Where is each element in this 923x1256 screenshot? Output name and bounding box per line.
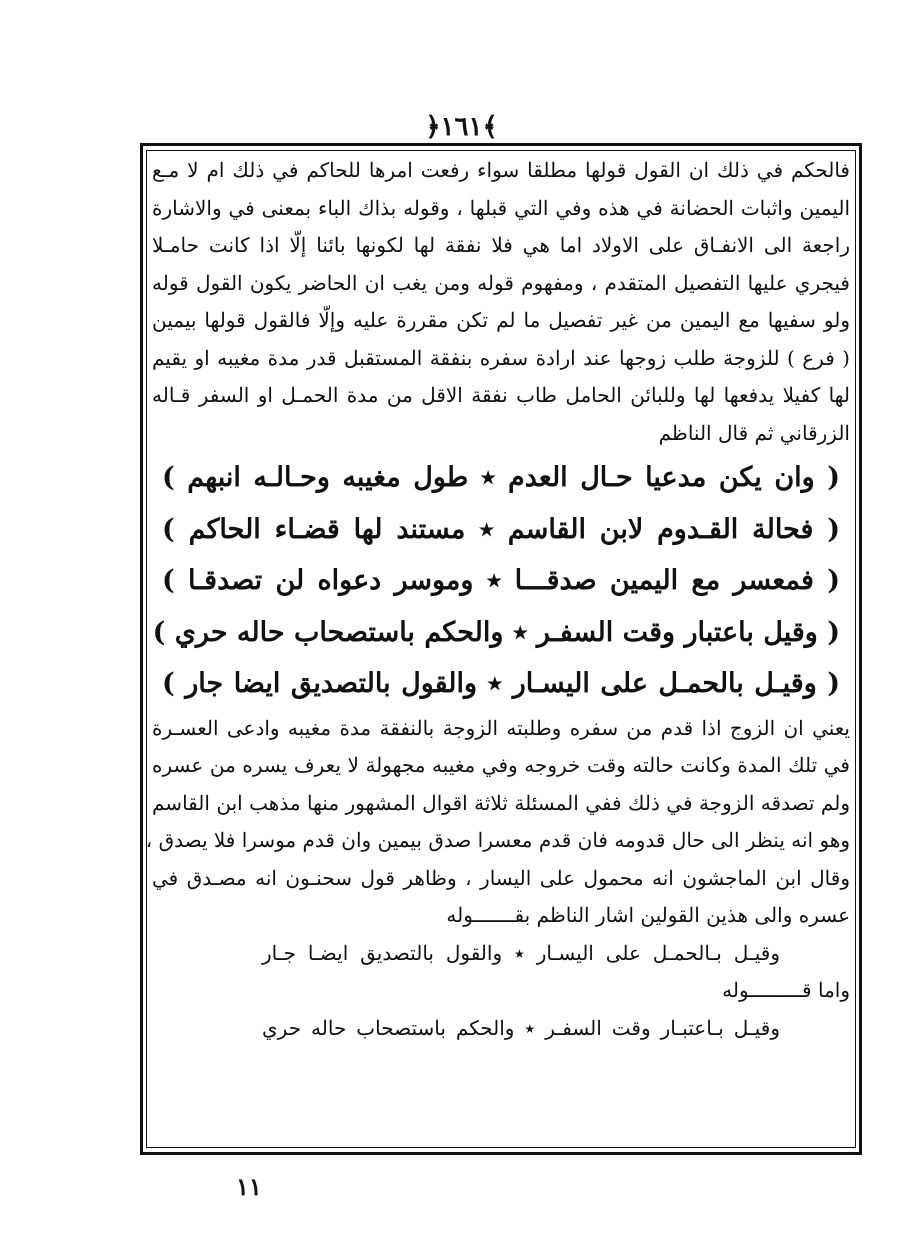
page-number: ﴿١٦١﴾ (425, 112, 498, 142)
body-line: فيجري عليها التفصيل المتقدم ، ومفهوم قوله ومن يغب ان الحاضر يكون القول قوله (152, 270, 850, 295)
page-text-block (145, 152, 850, 1047)
transition-line: واما قـــــــــوله (722, 978, 850, 1002)
poem-verse: ( فمعسر مع اليمين صدقـــا ٭ وموسر دعواه لن تصدقـا ) (162, 565, 840, 596)
commentary-line: وقال ابن الماجشون انه محمول على اليسار ، وظاهر قول سحنـون انه مصـدق في (152, 865, 850, 890)
poem-verse: ( فحالة القـدوم لابن القاسم ٭ مستند لها قضـاء الحاكم ) (162, 513, 840, 545)
body-line: ولو سفيها مع اليمين من غير تفصيل ما لم تكن مقررة عليه وإلّا فالقول قولها بيمين (152, 308, 850, 332)
commentary-line: يعني ان الزوج اذا قدم من سفره وطلبته الزوجة بالنفقة مدة مغيبه وادعى العسـرة (152, 715, 850, 740)
body-line: الزرقاني ثم قال الناظم (658, 420, 850, 445)
poem-verse: ( وقيـل بالحمـل على اليسـار ٭ والقول بالتصديق ايضا جار ) (162, 668, 840, 699)
commentary-line: عسره والى هذين القولين اشار الناظم بقـــــــوله (446, 903, 850, 927)
body-line: اليمين واثبات الحضانة في هذه وفي التي قبلها ، وقوله بذاك الباء بمعنى في والاشارة (152, 195, 850, 220)
quoted-verse: وقيـل بـاعتبـار وقت السفـر ٭ والحكم باستصحاب حاله حري (262, 1015, 780, 1040)
body-line: ( فرع ) للزوجة طلب زوجها عند ارادة سفره بنفقة المستقبل قدر مدة مغيبه او يقيم (152, 345, 850, 370)
commentary-line: ولم تصدقه الزوجة في ذلك ففي المسئلة ثلاثة اقوال المشهور منها مذهب ابن القاسم (152, 790, 850, 815)
quoted-verse: وقيـل بـالحمـل على اليسـار ٭ والقول بالتصديق ايضـا جـار (262, 940, 780, 965)
poem-verse: ( وان يكن مدعيا حـال العدم ٭ طول مغيبه وحـالـه انبهم ) (162, 462, 840, 493)
body-line: راجعة الى الانفـاق على الاولاد اما هي فلا نفقة لها لكونها بائنا إلّا اذا كانت حامـلا (152, 233, 850, 257)
body-line: لها كفيلا يدفعها لها وللبائن الحامل طاب نفقة الاقل من مدة الحمـل او السفر قـاله (152, 383, 850, 407)
poem-verse: ( وقيل باعتبار وقت السفـر ٭ والحكم باستصحاب حاله حري ) (152, 616, 840, 648)
commentary-line: وهو انه ينظر الى حال قدومه فان قدم معسرا صدق بيمين وان قدم موسرا فلا يصدق ، (145, 828, 850, 852)
commentary-line: في تلك المدة وكانت حالته وقت خروجه وفي مغيبه مجهولة لا يعرف يسره من عسره (152, 753, 850, 777)
body-line: فالحكم في ذلك ان القول قولها مطلقا سواء رفعت امرها للحاكم في ذلك ام لا مـع (152, 158, 850, 182)
signature-number: ١١ (236, 1172, 262, 1201)
